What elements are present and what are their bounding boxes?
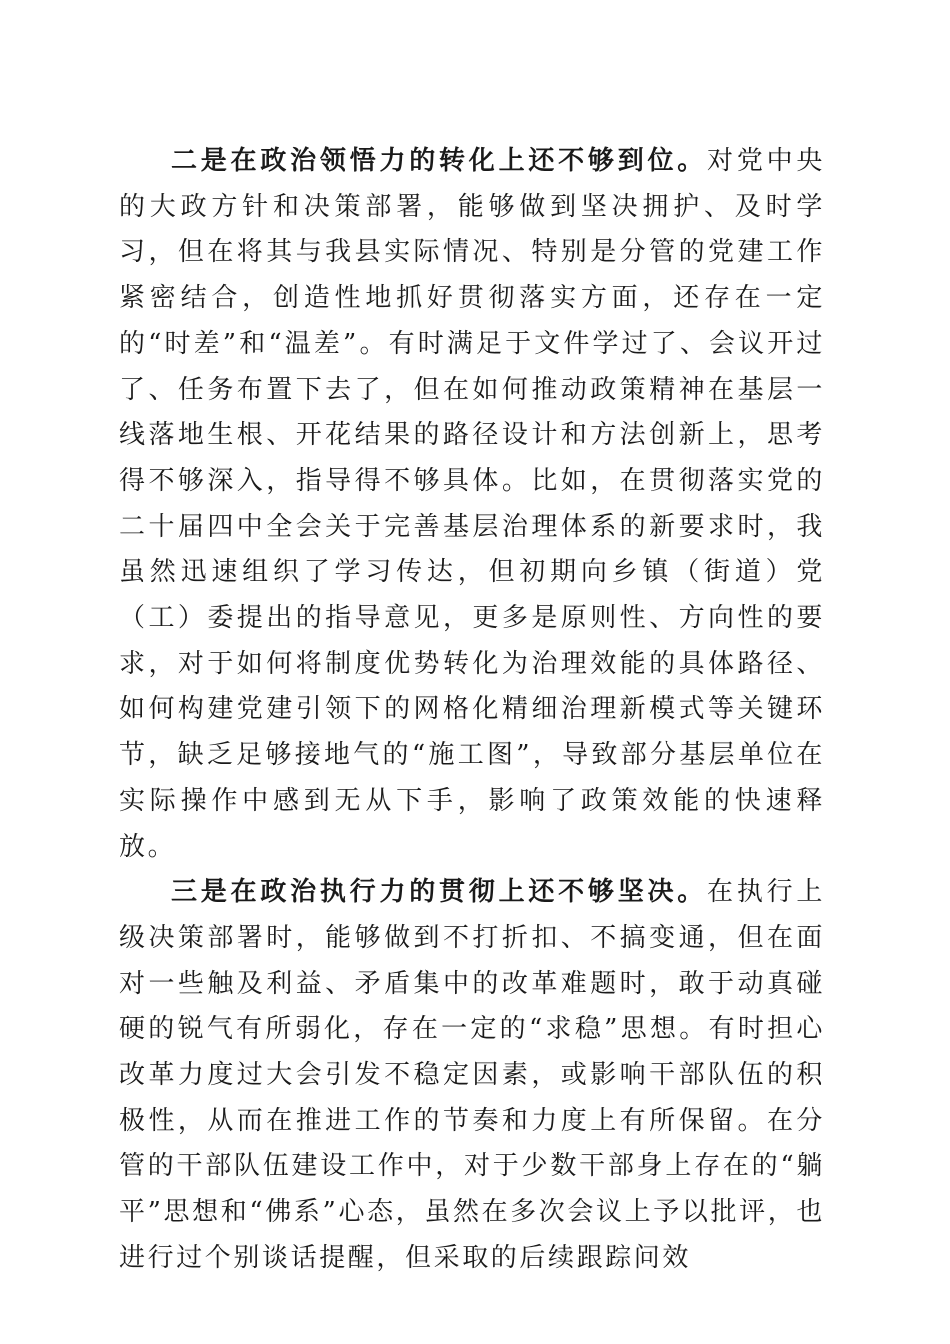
paragraph-political-execution [119,870,825,1281]
paragraph-political-understanding [119,139,825,870]
document-body [119,139,825,1282]
paragraph-body-text: 在执行上级决策部署时，能够做到不打折扣、不搞变通，但在面对一些触及利益、矛盾集中的改革难题时，敢于动真碰硬的锐气有所弱化，存在一定的“求稳”思想。有时担心改革力度过大会引发不稳定因素，或影响干部队伍的积极性，从而在推进工作的节奏和力度上有所保留。在分管的干部队伍建设工作中，对于少数干部身上存在的“躺平”思想和“佛系”心态，虽然在多次会议上予以批评，也进行过个别谈话提醒，但采取的后续跟踪问效 [119,877,825,1273]
paragraph-body-text: 对党中央的大政方针和决策部署，能够做到坚决拥护、及时学习，但在将其与我县实际情况、特别是分管的党建工作紧密结合，创造性地抓好贯彻落实方面，还存在一定的“时差”和“温差”。有时满足于文件学过了、会议开过了、任务布置下去了，但在如何推动政策精神在基层一线落地生根、开花结果的路径设计和方法创新上，思考得不够深入，指导得不够具体。比如，在贯彻落实党的二十届四中全会关于完善基层治理体系的新要求时，我虽然迅速组织了学习传达，但初期向乡镇（街道）党（工）委提出的指导意见，更多是原则性、方向性的要求，对于如何将制度优势转化为治理效能的具体路径、如何构建党建引领下的网格化精细治理新模式等关键环节，缺乏足够接地气的“施工图”，导致部分基层单位在实际操作中感到无从下手，影响了政策效能的快速释放。 [119,146,825,862]
paragraph-lead-heading: 二是在政治领悟力的转化上还不够到位。 [171,146,708,176]
paragraph-lead-heading: 三是在政治执行力的贯彻上还不够坚决。 [171,877,708,908]
